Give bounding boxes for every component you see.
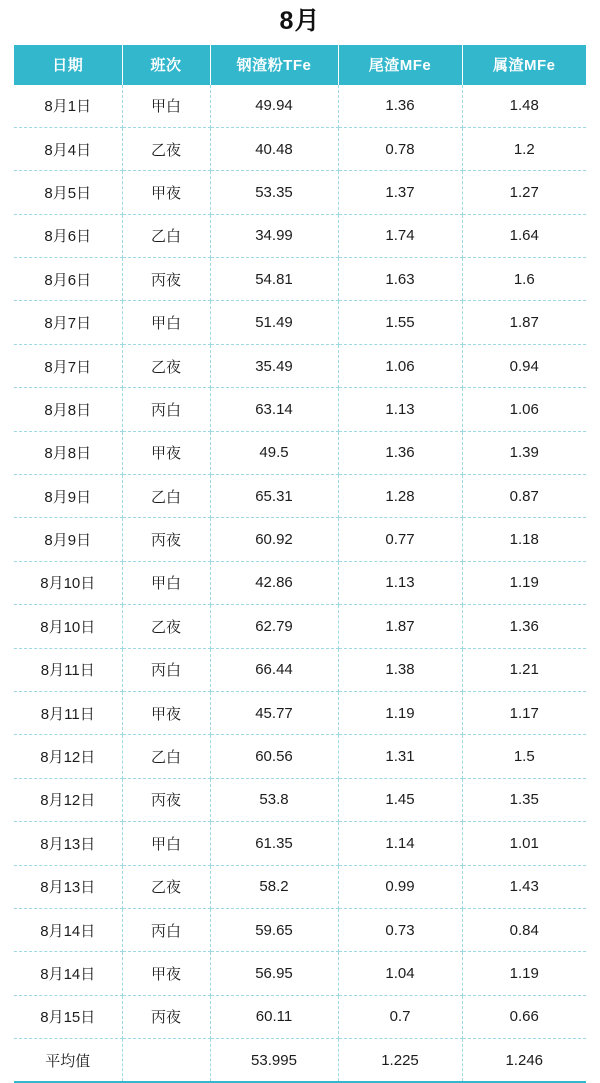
cell-date: 8月8日 — [14, 431, 122, 474]
cell-weizha: 1.38 — [338, 648, 462, 691]
table-row — [14, 85, 586, 128]
cell-summary-shuzha: 1.246 — [462, 1039, 586, 1082]
cell-tfe: 61.35 — [210, 822, 338, 865]
cell-shuzha: 1.19 — [462, 561, 586, 604]
cell-shuzha: 1.19 — [462, 952, 586, 995]
cell-weizha: 1.87 — [338, 605, 462, 648]
cell-date: 8月12日 — [14, 778, 122, 821]
cell-shift: 甲白 — [122, 301, 210, 344]
cell-weizha: 0.77 — [338, 518, 462, 561]
cell-shuzha: 1.36 — [462, 605, 586, 648]
cell-shuzha: 1.6 — [462, 258, 586, 301]
cell-tfe: 63.14 — [210, 388, 338, 431]
cell-shift: 甲夜 — [122, 171, 210, 214]
table-row — [14, 127, 586, 170]
column-header-date: 日期 — [14, 45, 122, 85]
table-row — [14, 908, 586, 951]
cell-shift: 乙白 — [122, 214, 210, 257]
cell-weizha: 1.14 — [338, 822, 462, 865]
cell-shift: 丙夜 — [122, 778, 210, 821]
cell-date: 8月10日 — [14, 561, 122, 604]
cell-shift: 甲白 — [122, 561, 210, 604]
cell-weizha: 0.7 — [338, 995, 462, 1038]
table-row — [14, 301, 586, 344]
header-row — [14, 45, 586, 85]
cell-tfe: 65.31 — [210, 475, 338, 518]
cell-tfe: 56.95 — [210, 952, 338, 995]
cell-shuzha: 1.48 — [462, 85, 586, 128]
cell-weizha: 1.31 — [338, 735, 462, 778]
table-row — [14, 258, 586, 301]
table-row — [14, 431, 586, 474]
cell-date: 8月4日 — [14, 127, 122, 170]
cell-tfe: 34.99 — [210, 214, 338, 257]
cell-weizha: 1.28 — [338, 475, 462, 518]
cell-date: 8月12日 — [14, 735, 122, 778]
cell-shuzha: 1.21 — [462, 648, 586, 691]
cell-shift: 乙白 — [122, 735, 210, 778]
table-row — [14, 561, 586, 604]
cell-shift: 丙白 — [122, 908, 210, 951]
cell-weizha: 1.74 — [338, 214, 462, 257]
cell-shift: 乙夜 — [122, 865, 210, 908]
cell-shuzha: 0.66 — [462, 995, 586, 1038]
cell-weizha: 1.36 — [338, 431, 462, 474]
cell-summary-weizha: 1.225 — [338, 1039, 462, 1082]
table-row — [14, 865, 586, 908]
cell-tfe: 60.11 — [210, 995, 338, 1038]
cell-shift: 乙夜 — [122, 605, 210, 648]
cell-shift: 丙白 — [122, 648, 210, 691]
cell-shuzha: 1.06 — [462, 388, 586, 431]
table-row — [14, 605, 586, 648]
page-title: 8月 — [279, 7, 321, 35]
cell-tfe: 59.65 — [210, 908, 338, 951]
table-row — [14, 995, 586, 1038]
table-row — [14, 388, 586, 431]
cell-shift: 甲白 — [122, 85, 210, 128]
cell-tfe: 35.49 — [210, 344, 338, 387]
cell-date: 8月5日 — [14, 171, 122, 214]
cell-weizha: 0.99 — [338, 865, 462, 908]
cell-tfe: 58.2 — [210, 865, 338, 908]
cell-shuzha: 1.17 — [462, 691, 586, 734]
cell-weizha: 0.78 — [338, 127, 462, 170]
cell-shuzha: 1.2 — [462, 127, 586, 170]
column-header-shift: 班次 — [122, 45, 210, 85]
cell-tfe: 51.49 — [210, 301, 338, 344]
cell-shuzha: 1.43 — [462, 865, 586, 908]
cell-shuzha: 0.94 — [462, 344, 586, 387]
table-row — [14, 648, 586, 691]
table-row — [14, 822, 586, 865]
table-row — [14, 735, 586, 778]
summary-row — [14, 1039, 586, 1082]
table-row — [14, 691, 586, 734]
cell-shift: 丙夜 — [122, 518, 210, 561]
cell-shift: 甲白 — [122, 822, 210, 865]
cell-tfe: 53.35 — [210, 171, 338, 214]
table-row — [14, 344, 586, 387]
cell-weizha: 1.55 — [338, 301, 462, 344]
cell-weizha: 1.63 — [338, 258, 462, 301]
cell-tfe: 45.77 — [210, 691, 338, 734]
cell-shuzha: 1.27 — [462, 171, 586, 214]
cell-shuzha: 1.87 — [462, 301, 586, 344]
measurements-table — [14, 45, 586, 1082]
table-row — [14, 475, 586, 518]
cell-shuzha: 0.84 — [462, 908, 586, 951]
cell-tfe: 54.81 — [210, 258, 338, 301]
cell-date: 8月8日 — [14, 388, 122, 431]
cell-shift: 丙夜 — [122, 995, 210, 1038]
cell-date: 8月10日 — [14, 605, 122, 648]
table-container — [0, 45, 600, 1082]
column-header-tfe: 钢渣粉TFe — [210, 45, 338, 85]
cell-date: 8月14日 — [14, 952, 122, 995]
cell-shift: 甲夜 — [122, 952, 210, 995]
cell-shuzha: 1.01 — [462, 822, 586, 865]
cell-date: 8月7日 — [14, 344, 122, 387]
cell-shift: 乙夜 — [122, 127, 210, 170]
column-header-weizha: 尾渣MFe — [338, 45, 462, 85]
table-row — [14, 214, 586, 257]
cell-weizha: 1.04 — [338, 952, 462, 995]
cell-shift: 甲夜 — [122, 691, 210, 734]
cell-shift: 乙白 — [122, 475, 210, 518]
cell-tfe: 60.56 — [210, 735, 338, 778]
cell-tfe: 40.48 — [210, 127, 338, 170]
cell-shuzha: 1.35 — [462, 778, 586, 821]
table-row — [14, 952, 586, 995]
cell-shift: 乙夜 — [122, 344, 210, 387]
cell-weizha: 1.13 — [338, 388, 462, 431]
cell-date: 8月13日 — [14, 865, 122, 908]
cell-shuzha: 1.5 — [462, 735, 586, 778]
cell-tfe: 62.79 — [210, 605, 338, 648]
table-row — [14, 171, 586, 214]
cell-date: 8月9日 — [14, 475, 122, 518]
cell-summary-shift — [122, 1039, 210, 1082]
cell-shuzha: 0.87 — [462, 475, 586, 518]
cell-tfe: 60.92 — [210, 518, 338, 561]
cell-weizha: 1.13 — [338, 561, 462, 604]
table-row — [14, 778, 586, 821]
cell-shift: 丙夜 — [122, 258, 210, 301]
cell-tfe: 49.5 — [210, 431, 338, 474]
cell-date: 8月1日 — [14, 85, 122, 128]
cell-date: 8月6日 — [14, 258, 122, 301]
cell-date: 8月9日 — [14, 518, 122, 561]
cell-shuzha: 1.18 — [462, 518, 586, 561]
cell-summary-tfe: 53.995 — [210, 1039, 338, 1082]
cell-summary-label: 平均值 — [14, 1039, 122, 1082]
cell-weizha: 1.19 — [338, 691, 462, 734]
cell-weizha: 1.37 — [338, 171, 462, 214]
cell-tfe: 53.8 — [210, 778, 338, 821]
cell-weizha: 0.73 — [338, 908, 462, 951]
column-header-shuzha: 属渣MFe — [462, 45, 586, 85]
cell-tfe: 66.44 — [210, 648, 338, 691]
table-row — [14, 518, 586, 561]
cell-date: 8月11日 — [14, 691, 122, 734]
cell-date: 8月11日 — [14, 648, 122, 691]
cell-date: 8月6日 — [14, 214, 122, 257]
cell-weizha: 1.45 — [338, 778, 462, 821]
table-header — [14, 45, 586, 85]
cell-date: 8月13日 — [14, 822, 122, 865]
cell-date: 8月7日 — [14, 301, 122, 344]
cell-tfe: 42.86 — [210, 561, 338, 604]
cell-tfe: 49.94 — [210, 85, 338, 128]
cell-shift: 丙白 — [122, 388, 210, 431]
cell-weizha: 1.36 — [338, 85, 462, 128]
cell-date: 8月15日 — [14, 995, 122, 1038]
cell-shuzha: 1.39 — [462, 431, 586, 474]
table-body — [14, 85, 586, 1082]
cell-shift: 甲夜 — [122, 431, 210, 474]
cell-weizha: 1.06 — [338, 344, 462, 387]
cell-shuzha: 1.64 — [462, 214, 586, 257]
cell-date: 8月14日 — [14, 908, 122, 951]
